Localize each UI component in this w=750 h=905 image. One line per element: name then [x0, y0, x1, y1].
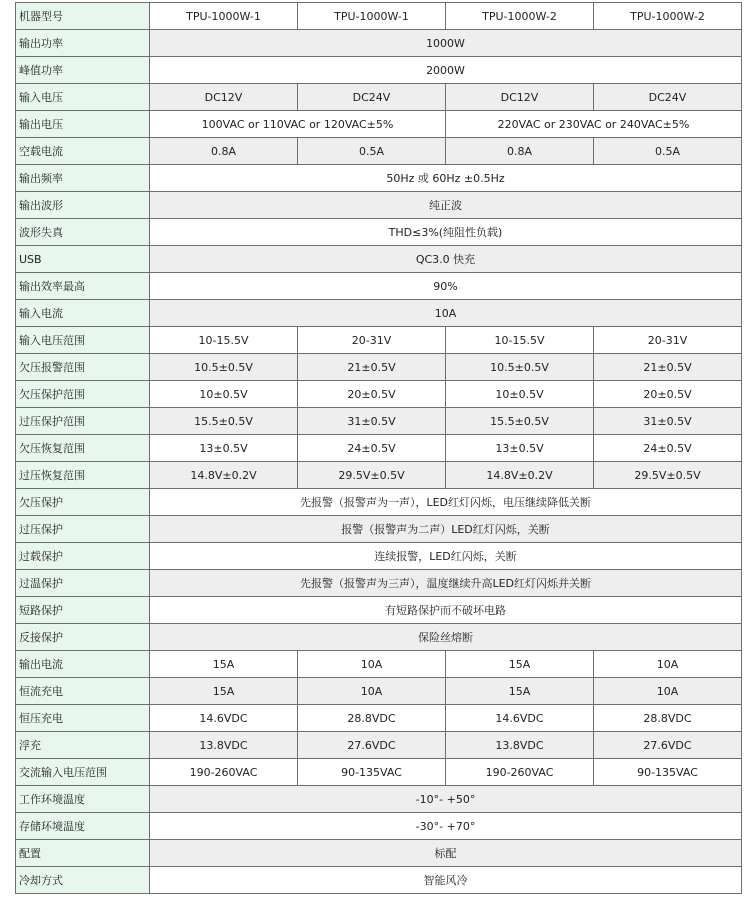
- table-row: [16, 165, 742, 192]
- table-cell: 15A: [150, 651, 298, 678]
- table-cell: 190-260VAC: [446, 759, 594, 786]
- row-label: 输出电流: [16, 651, 150, 678]
- table-cell: 90-135VAC: [594, 759, 742, 786]
- table-cell: 15.5±0.5V: [446, 408, 594, 435]
- table-row: [16, 597, 742, 624]
- table-cell: 24±0.5V: [298, 435, 446, 462]
- table-cell: 0.8A: [150, 138, 298, 165]
- table-cell: 190-260VAC: [150, 759, 298, 786]
- row-label: 欠压恢复范围: [16, 435, 150, 462]
- table-cell: -10°- +50°: [150, 786, 742, 813]
- row-label: 空载电流: [16, 138, 150, 165]
- table-row: [16, 138, 742, 165]
- row-label: 输出效率最高: [16, 273, 150, 300]
- table-cell: 0.8A: [446, 138, 594, 165]
- table-cell: 15A: [446, 678, 594, 705]
- table-cell: 保险丝熔断: [150, 624, 742, 651]
- spec-table: [15, 2, 742, 894]
- row-label: 过温保护: [16, 570, 150, 597]
- table-cell: 13±0.5V: [446, 435, 594, 462]
- table-row: [16, 732, 742, 759]
- table-cell: TPU-1000W-1: [298, 3, 446, 30]
- table-row: [16, 246, 742, 273]
- row-label: 输出电压: [16, 111, 150, 138]
- table-cell: 0.5A: [594, 138, 742, 165]
- table-cell: 15.5±0.5V: [150, 408, 298, 435]
- table-cell: 纯正波: [150, 192, 742, 219]
- table-cell: 50Hz 或 60Hz ±0.5Hz: [150, 165, 742, 192]
- table-cell: 90-135VAC: [298, 759, 446, 786]
- table-cell: 31±0.5V: [298, 408, 446, 435]
- table-row: [16, 354, 742, 381]
- table-cell: 14.8V±0.2V: [446, 462, 594, 489]
- table-cell: 10A: [298, 678, 446, 705]
- row-label: 工作环境温度: [16, 786, 150, 813]
- table-cell: DC24V: [594, 84, 742, 111]
- table-cell: 20-31V: [594, 327, 742, 354]
- table-cell: 10.5±0.5V: [446, 354, 594, 381]
- table-cell: 0.5A: [298, 138, 446, 165]
- row-label: 欠压保护范围: [16, 381, 150, 408]
- table-cell: 标配: [150, 840, 742, 867]
- table-row: [16, 813, 742, 840]
- table-cell: -30°- +70°: [150, 813, 742, 840]
- table-row: [16, 111, 742, 138]
- table-row: [16, 273, 742, 300]
- table-row: [16, 651, 742, 678]
- table-cell: 24±0.5V: [594, 435, 742, 462]
- row-label: 欠压报警范围: [16, 354, 150, 381]
- table-row: [16, 516, 742, 543]
- table-cell: 100VAC or 110VAC or 120VAC±5%: [150, 111, 446, 138]
- table-row: [16, 678, 742, 705]
- table-cell: 报警（报警声为二声）LED红灯闪烁，关断: [150, 516, 742, 543]
- table-cell: DC12V: [446, 84, 594, 111]
- table-cell: TPU-1000W-2: [446, 3, 594, 30]
- table-row: [16, 327, 742, 354]
- row-label: 输出功率: [16, 30, 150, 57]
- table-row: [16, 57, 742, 84]
- table-row: [16, 462, 742, 489]
- row-label: 恒压充电: [16, 705, 150, 732]
- table-cell: 智能风冷: [150, 867, 742, 894]
- table-cell: 10A: [594, 678, 742, 705]
- table-cell: 10A: [298, 651, 446, 678]
- table-cell: 有短路保护而不破坏电路: [150, 597, 742, 624]
- row-label: 峰值功率: [16, 57, 150, 84]
- table-cell: 先报警（报警声为三声），温度继续升高LED红灯闪烁并关断: [150, 570, 742, 597]
- table-row: [16, 624, 742, 651]
- row-label: 交流输入电压范围: [16, 759, 150, 786]
- table-row: [16, 435, 742, 462]
- table-cell: 10±0.5V: [150, 381, 298, 408]
- table-cell: 90%: [150, 273, 742, 300]
- table-row: [16, 3, 742, 30]
- row-label: 冷却方式: [16, 867, 150, 894]
- row-label: 过压保护范围: [16, 408, 150, 435]
- row-label: 浮充: [16, 732, 150, 759]
- row-label: 欠压保护: [16, 489, 150, 516]
- table-cell: 20-31V: [298, 327, 446, 354]
- table-cell: 15A: [446, 651, 594, 678]
- table-row: [16, 786, 742, 813]
- table-row: [16, 543, 742, 570]
- table-cell: 27.6VDC: [298, 732, 446, 759]
- row-label: 输出波形: [16, 192, 150, 219]
- table-cell: 10A: [594, 651, 742, 678]
- table-cell: 21±0.5V: [298, 354, 446, 381]
- table-cell: TPU-1000W-1: [150, 3, 298, 30]
- table-row: [16, 705, 742, 732]
- table-cell: 先报警（报警声为一声），LED红灯闪烁，电压继续降低关断: [150, 489, 742, 516]
- row-label: 过压保护: [16, 516, 150, 543]
- table-cell: TPU-1000W-2: [594, 3, 742, 30]
- table-cell: 31±0.5V: [594, 408, 742, 435]
- table-cell: 10-15.5V: [446, 327, 594, 354]
- table-cell: 15A: [150, 678, 298, 705]
- spec-table-body: [16, 3, 742, 894]
- table-cell: QC3.0 快充: [150, 246, 742, 273]
- table-row: [16, 84, 742, 111]
- row-label: 配置: [16, 840, 150, 867]
- table-cell: DC12V: [150, 84, 298, 111]
- table-row: [16, 30, 742, 57]
- table-row: [16, 570, 742, 597]
- table-cell: DC24V: [298, 84, 446, 111]
- table-row: [16, 408, 742, 435]
- table-cell: 13.8VDC: [446, 732, 594, 759]
- table-cell: THD≤3%(纯阻性负载): [150, 219, 742, 246]
- table-cell: 1000W: [150, 30, 742, 57]
- row-label: 反接保护: [16, 624, 150, 651]
- table-cell: 29.5V±0.5V: [298, 462, 446, 489]
- table-cell: 10±0.5V: [446, 381, 594, 408]
- table-cell: 13.8VDC: [150, 732, 298, 759]
- table-row: [16, 381, 742, 408]
- table-cell: 2000W: [150, 57, 742, 84]
- table-cell: 10.5±0.5V: [150, 354, 298, 381]
- row-label: 输入电压: [16, 84, 150, 111]
- table-cell: 14.6VDC: [150, 705, 298, 732]
- table-row: [16, 219, 742, 246]
- table-row: [16, 489, 742, 516]
- row-label: 过载保护: [16, 543, 150, 570]
- row-label: 输出频率: [16, 165, 150, 192]
- table-cell: 21±0.5V: [594, 354, 742, 381]
- row-label: 恒流充电: [16, 678, 150, 705]
- row-label: 短路保护: [16, 597, 150, 624]
- table-row: [16, 759, 742, 786]
- row-label: 存储环境温度: [16, 813, 150, 840]
- table-cell: 10-15.5V: [150, 327, 298, 354]
- table-cell: 14.6VDC: [446, 705, 594, 732]
- table-row: [16, 840, 742, 867]
- table-row: [16, 300, 742, 327]
- row-label: 波形失真: [16, 219, 150, 246]
- table-cell: 28.8VDC: [298, 705, 446, 732]
- table-cell: 220VAC or 230VAC or 240VAC±5%: [446, 111, 742, 138]
- table-cell: 14.8V±0.2V: [150, 462, 298, 489]
- table-cell: 20±0.5V: [298, 381, 446, 408]
- table-row: [16, 867, 742, 894]
- table-cell: 27.6VDC: [594, 732, 742, 759]
- table-cell: 10A: [150, 300, 742, 327]
- table-cell: 20±0.5V: [594, 381, 742, 408]
- table-cell: 28.8VDC: [594, 705, 742, 732]
- row-label: 过压恢复范围: [16, 462, 150, 489]
- row-label: 机器型号: [16, 3, 150, 30]
- table-row: [16, 192, 742, 219]
- row-label: 输入电流: [16, 300, 150, 327]
- table-cell: 13±0.5V: [150, 435, 298, 462]
- row-label: 输入电压范围: [16, 327, 150, 354]
- table-cell: 连续报警，LED红闪烁，关断: [150, 543, 742, 570]
- table-cell: 29.5V±0.5V: [594, 462, 742, 489]
- row-label: USB: [16, 246, 150, 273]
